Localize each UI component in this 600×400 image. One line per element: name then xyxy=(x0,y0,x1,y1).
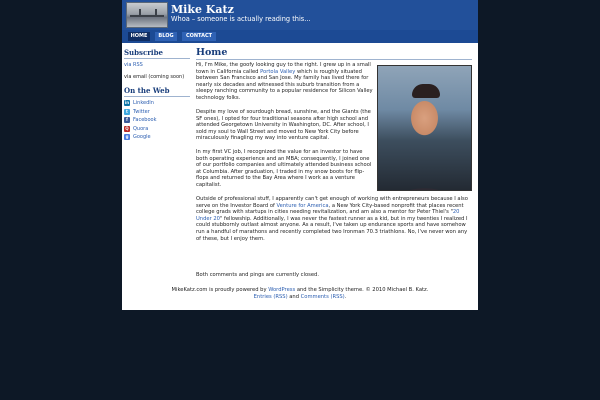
social-link-label[interactable]: Twitter xyxy=(133,108,150,115)
social-links-list xyxy=(124,99,190,142)
entries-rss-link[interactable]: Entries (RSS) xyxy=(253,294,288,300)
twitter-icon: t xyxy=(124,109,130,115)
site-title[interactable]: Mike Katz xyxy=(171,3,234,16)
outside-text-b: , a New York City-based nonprofit that places recent college grads with startups in cities needing revitalization, and am also a mentor for Peter Thiel's " xyxy=(196,202,464,216)
photo-hair-shape xyxy=(412,84,440,98)
outside-text-c: " fellowship. Additionally, I was never the fastest runner as a kid, but in my twenties I realized I could stubbornly outlast almost anyone. As a result, I've taken up endurance sports and have somehow run a handful of marathons and recently completed two Ironman 70.3 triathlons. No, I've never won any of these, but I enjoy them. xyxy=(196,215,468,242)
sidebar xyxy=(124,48,190,142)
on-the-web-heading: On the Web xyxy=(124,86,190,97)
intro-text-b: which is roughly situated between San Francisco and San Jose. My family has lived there for nearly six decades and witnessed this suburb transition from a sleepy ranching community to a popular residence for Silicon Valley technology folks. xyxy=(196,68,373,101)
comments-rss-link[interactable]: Comments (RSS) xyxy=(300,294,345,300)
linkedin-icon: in xyxy=(124,100,130,106)
bridge-deck xyxy=(130,15,164,17)
social-link-label[interactable]: Quora xyxy=(133,125,149,132)
google-icon: g xyxy=(125,134,129,140)
footer-feeds-line xyxy=(122,294,478,301)
social-link-label[interactable]: Facebook xyxy=(133,117,157,124)
nav-tab-contact[interactable]: CONTACT xyxy=(182,32,216,41)
page-container xyxy=(122,0,478,310)
social-link-label[interactable]: LinkedIn xyxy=(133,100,154,107)
comments-closed-note: Both comments and pings are currently closed. xyxy=(196,272,319,278)
social-link-facebook[interactable] xyxy=(124,116,190,125)
facebook-icon: f xyxy=(124,117,130,123)
footer-period: . xyxy=(344,294,347,300)
site-tagline: Whoa – someone is actually reading this... xyxy=(171,15,311,23)
quora-icon: Q xyxy=(125,125,129,131)
nav-tab-blog[interactable]: BLOG xyxy=(155,32,177,41)
bridge-tower-left xyxy=(139,9,141,17)
social-link-twitter[interactable] xyxy=(124,108,190,117)
education-paragraph: Despite my love of sourdough bread, sunshine, and the Giants (the SF ones), I opted for four traditional seasons after high school and attended Georgetown University in Washington, DC. After school, I sold my soul to Wall Street and moved to New York City before miraculously finagling my way into venture capital. xyxy=(196,109,371,142)
twenty-under-twenty-link[interactable]: 20 Under 20 xyxy=(196,209,460,222)
page-title: Home xyxy=(196,47,472,60)
site-header xyxy=(122,0,478,30)
footer-text-b: and the Simplicity theme. © 2010 Michael B. Katz. xyxy=(295,287,429,293)
outside-work-paragraph xyxy=(196,196,472,242)
main-content xyxy=(196,47,472,278)
email-subscribe-text: via email (coming soon) xyxy=(124,74,185,80)
career-paragraph: In my first VC job, I recognized the value for an investor to have both operating experience and an MBA; consequently, I joined one of our portfolio companies and ultimately attended business school at Columbia. After graduation, I traded in my snow boots for flip-flops and returned to the Bay Area where I work as a venture capitalist. xyxy=(196,149,372,188)
rss-link[interactable]: via RSS xyxy=(124,62,143,68)
intro-paragraph xyxy=(196,62,373,102)
bridge-logo-image[interactable] xyxy=(126,2,168,28)
social-link-linkedin[interactable] xyxy=(124,99,190,108)
footer-credits-line xyxy=(122,287,478,294)
site-footer xyxy=(122,287,478,301)
social-link-google[interactable] xyxy=(124,133,190,142)
nav-bar xyxy=(122,30,478,43)
social-link-quora[interactable] xyxy=(124,125,190,134)
nav-tab-home[interactable]: HOME xyxy=(128,32,150,41)
footer-text-a: MikeKatz.com is proudly powered by xyxy=(171,287,269,293)
wordpress-link[interactable]: WordPress xyxy=(268,287,296,293)
subscribe-heading: Subscribe xyxy=(124,48,190,59)
bridge-tower-right xyxy=(155,9,157,17)
footer-and-text: and xyxy=(287,294,301,300)
social-link-label[interactable]: Google xyxy=(133,134,151,141)
portola-valley-link[interactable]: Portola Valley xyxy=(260,68,296,75)
intro-text-a: Hi, I'm Mike, the goofy looking guy to the right. I grew up in a small town in California called xyxy=(196,62,371,75)
venture-for-america-link[interactable]: Venture for America xyxy=(276,202,329,209)
profile-photo xyxy=(377,65,472,191)
outside-text-a: Outside of professional stuff, I apparently can't get enough of working with entrepreneurs because I also serve on the Investor Board of xyxy=(196,196,468,209)
